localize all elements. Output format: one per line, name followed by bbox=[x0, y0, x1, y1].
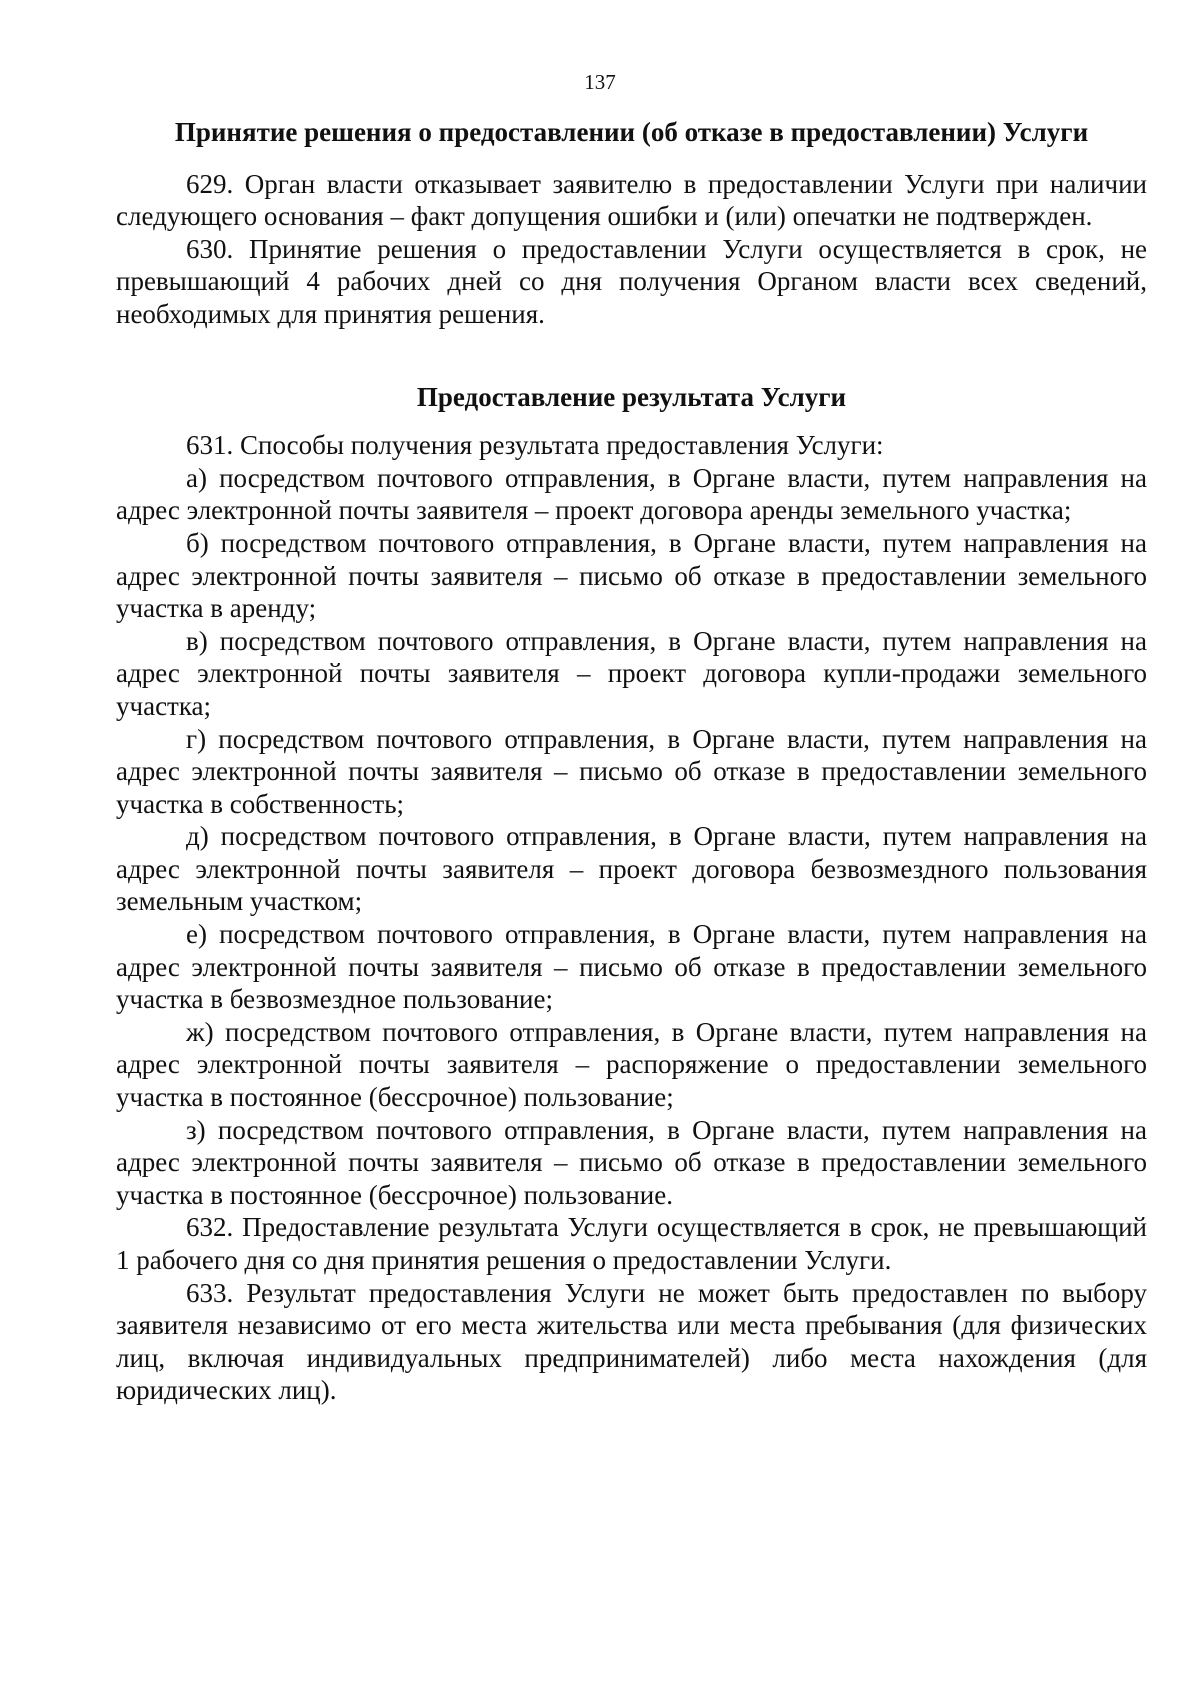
list-item-d: д) посредством почтового отправления, в Органе власти, путем направления на адрес электронной почты заявителя – проект договора безвозмездного пользования земельным участком; bbox=[116, 821, 1147, 917]
paragraph-630: 630. Принятие решения о предоставлении Услуги осуществляется в срок, не превышающий 4 рабочих дней со дня получения Органом власти всех сведений, необходимых для принятия решения. bbox=[116, 233, 1147, 329]
paragraph-632: 632. Предоставление результата Услуги осуществляется в срок, не превышающий 1 рабочего дня со дня принятия решения о предоставлении Услуги. bbox=[116, 1212, 1147, 1275]
list-item-a: а) посредством почтового отправления, в Органе власти, путем направления на адрес электронной почты заявителя – проект договора аренды земельного участка; bbox=[116, 462, 1147, 526]
paragraph-631: 631. Способы получения результата предоставления Услуги: bbox=[186, 430, 884, 461]
section-heading-decision: Принятие решения о предоставлении (об отказе в предоставлении) Услуги bbox=[174, 117, 1089, 147]
list-item-b: б) посредством почтового отправления, в Органе власти, путем направления на адрес электронной почты заявителя – письмо об отказе в предоставлении земельного участка в аренду; bbox=[116, 527, 1147, 624]
page-number: 137 bbox=[584, 70, 616, 94]
list-item-v: в) посредством почтового отправления, в Органе власти, путем направления на адрес электронной почты заявителя – проект договора купли-продажи земельного участка; bbox=[116, 625, 1147, 721]
list-item-zh: ж) посредством почтового отправления, в Органе власти, путем направления на адрес электронной почты заявителя – распоряжение о предоставлении земельного участка в постоянное (бессрочное) пользование; bbox=[116, 1016, 1147, 1113]
section-heading-result: Предоставление результата Услуги bbox=[416, 381, 847, 412]
list-item-g: г) посредством почтового отправления, в Органе власти, путем направления на адрес электронной почты заявителя – письмо об отказе в предоставлении земельного участка в собственность; bbox=[116, 723, 1147, 819]
list-item-z: з) посредством почтового отправления, в Органе власти, путем направления на адрес электронной почты заявителя – письмо об отказе в предоставлении земельного участка в постоянное (бессрочное) пользование. bbox=[116, 1114, 1147, 1210]
document-body bbox=[116, 116, 1147, 1407]
list-item-e: е) посредством почтового отправления, в Органе власти, путем направления на адрес электронной почты заявителя – письмо об отказе в предоставлении земельного участка в безвозмездное пользование; bbox=[116, 919, 1147, 1015]
paragraph-629: 629. Орган власти отказывает заявителю в предоставлении Услуги при наличии следующего основания – факт допущения ошибки и (или) опечатки не подтвержден. bbox=[116, 168, 1147, 232]
paragraph-633: 633. Результат предоставления Услуги не может быть предоставлен по выбору заявителя независимо от его места жительства или места пребывания (для физических лиц, включая индивидуальных предпринимателей) либо места нахождения (для юридических лиц). bbox=[116, 1277, 1147, 1406]
